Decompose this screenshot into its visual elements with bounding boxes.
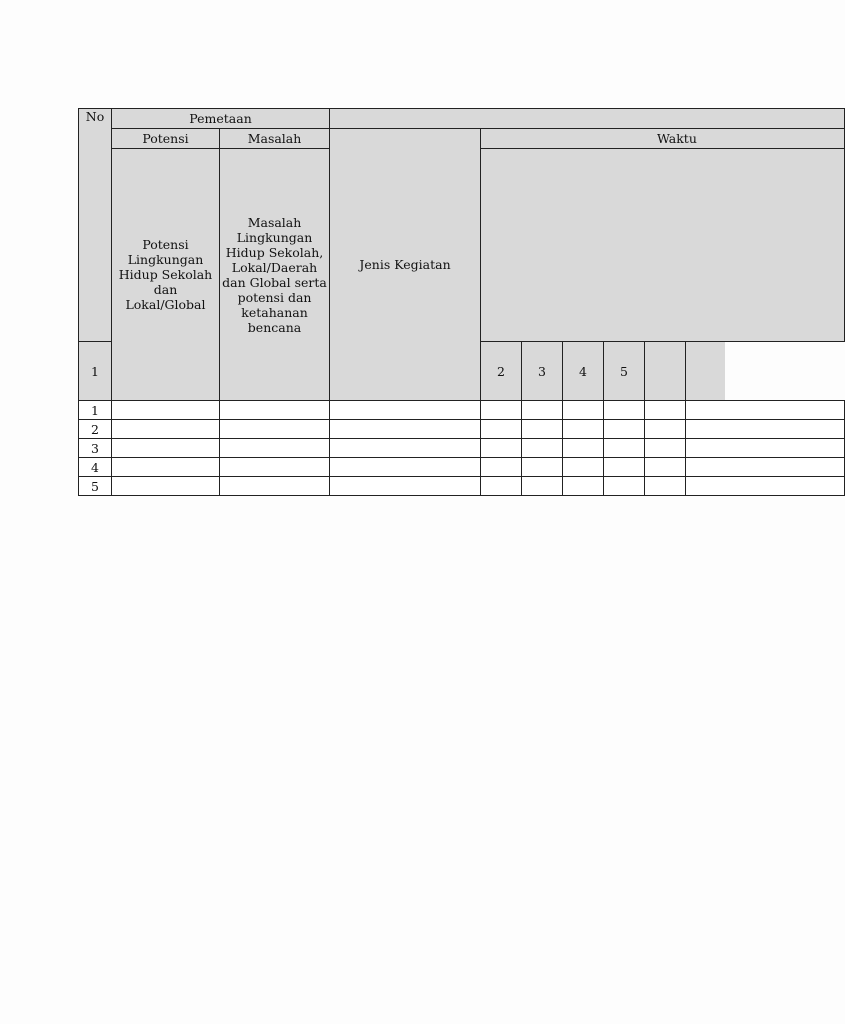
cell-week <box>481 439 522 458</box>
cell-week <box>645 477 686 496</box>
table-row <box>79 477 845 496</box>
header-waktu-label: Waktu <box>657 131 697 146</box>
cell-masalah <box>220 439 330 458</box>
cell-potensi <box>112 439 220 458</box>
table-row <box>79 420 845 439</box>
cell-week <box>604 420 645 439</box>
row-number: 3 <box>79 439 112 458</box>
cell-week <box>481 401 522 420</box>
cell-jenis-kegiatan <box>330 420 481 439</box>
cell-week <box>522 439 563 458</box>
header-masalah-description: Masalah Lingkungan Hidup Sekolah, Lokal/Daerah dan Global serta potensi dan ketahanan bencana <box>220 149 330 401</box>
table-row <box>79 439 845 458</box>
row-number: 4 <box>79 458 112 477</box>
cell-overflow <box>686 401 845 420</box>
header-no: No <box>79 109 112 342</box>
cell-overflow <box>686 420 845 439</box>
header-pemetaan: Pemetaan <box>112 109 330 129</box>
week-number: 4 <box>563 342 604 401</box>
row-number: 2 <box>79 420 112 439</box>
cell-week <box>563 401 604 420</box>
cell-jenis-kegiatan <box>330 458 481 477</box>
week-number: 2 <box>481 342 522 401</box>
table-row <box>79 401 845 420</box>
cell-week <box>522 477 563 496</box>
week-number: 1 <box>79 342 112 401</box>
cell-week <box>563 439 604 458</box>
cell-overflow <box>686 477 845 496</box>
cell-week <box>604 401 645 420</box>
cell-jenis-kegiatan <box>330 477 481 496</box>
cell-masalah <box>220 420 330 439</box>
cell-masalah <box>220 477 330 496</box>
cell-potensi <box>112 477 220 496</box>
cell-week <box>563 420 604 439</box>
cell-week <box>563 458 604 477</box>
cell-potensi <box>112 401 220 420</box>
cell-week <box>645 458 686 477</box>
week-number: 3 <box>522 342 563 401</box>
cell-week <box>604 439 645 458</box>
header-waktu-blank <box>481 149 845 342</box>
header-potensi-description: Potensi Lingkungan Hidup Sekolah dan Lokal/Global <box>112 149 220 401</box>
header-masalah: Masalah <box>220 129 330 149</box>
week-number-overflow <box>645 342 686 401</box>
cell-week <box>522 420 563 439</box>
cell-week <box>604 477 645 496</box>
header-waktu <box>481 129 845 149</box>
cell-masalah <box>220 401 330 420</box>
cell-week <box>522 458 563 477</box>
header-blank-top <box>330 109 845 129</box>
table-viewport <box>78 108 697 498</box>
row-number: 1 <box>79 401 112 420</box>
cell-potensi <box>112 458 220 477</box>
cell-week <box>645 420 686 439</box>
cell-jenis-kegiatan <box>330 439 481 458</box>
cell-overflow <box>686 458 845 477</box>
cell-week <box>481 458 522 477</box>
cell-week <box>563 477 604 496</box>
week-number: 5 <box>604 342 645 401</box>
cell-week <box>481 420 522 439</box>
row-number: 5 <box>79 477 112 496</box>
cell-overflow <box>686 439 845 458</box>
cell-masalah <box>220 458 330 477</box>
cell-week <box>522 401 563 420</box>
cell-week <box>604 458 645 477</box>
table-row <box>79 458 845 477</box>
cell-jenis-kegiatan <box>330 401 481 420</box>
cell-potensi <box>112 420 220 439</box>
activity-planning-table <box>78 108 845 496</box>
cell-week <box>645 401 686 420</box>
cell-week <box>645 439 686 458</box>
header-potensi: Potensi <box>112 129 220 149</box>
cell-week <box>481 477 522 496</box>
header-jenis-kegiatan: Jenis Kegiatan <box>330 129 481 401</box>
